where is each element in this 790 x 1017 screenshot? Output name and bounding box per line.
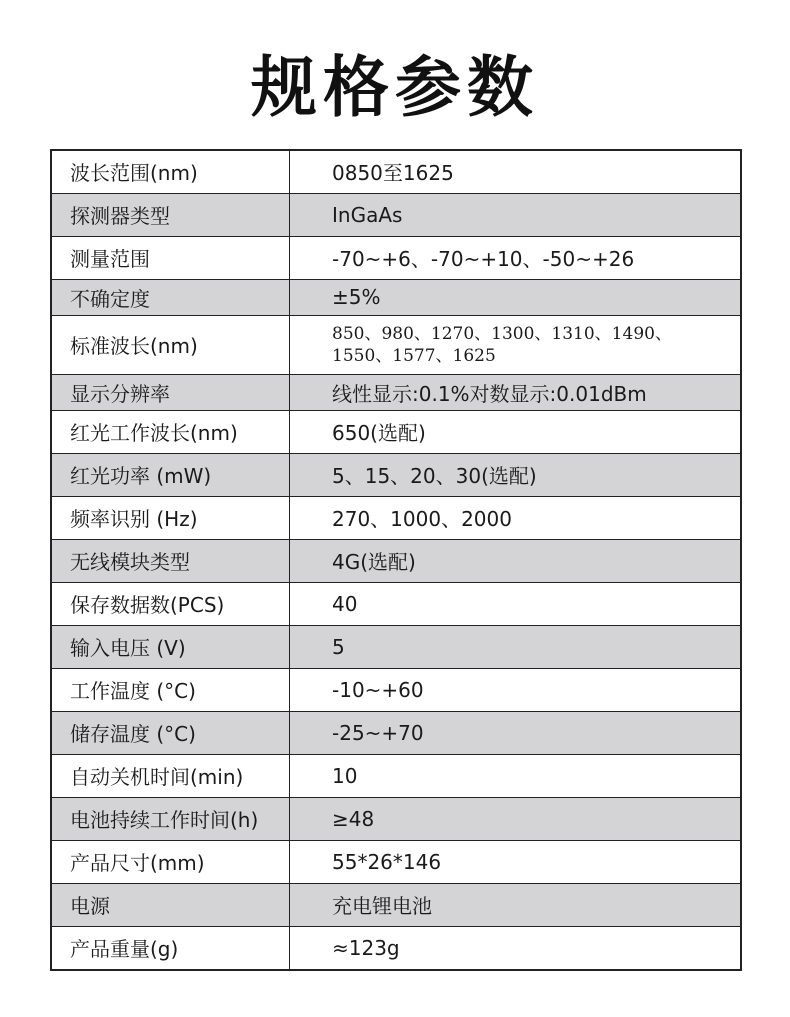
table-row [51,539,741,582]
row-value: 650(选配) [290,410,742,453]
table-row [51,193,741,236]
row-label: 电池持续工作时间(h) [51,797,290,840]
row-label: 显示分辨率 [51,374,290,410]
table-row [51,315,741,374]
row-value [290,315,742,374]
row-value: 线性显示:0.1%对数显示:0.01dBm [290,374,742,410]
row-label: 标准波长(nm) [51,315,290,374]
row-label: 不确定度 [51,279,290,315]
row-value: 5 [290,625,742,668]
table-row [51,496,741,539]
table-row [51,374,741,410]
row-label: 储存温度 (°C) [51,711,290,754]
table-row [51,797,741,840]
row-value-line: 850、980、1270、1300、1310、1490、 [332,323,672,344]
table-row [51,582,741,625]
row-label: 产品重量(g) [51,926,290,970]
row-label: 自动关机时间(min) [51,754,290,797]
row-label: 波长范围(nm) [51,150,290,193]
table-row [51,711,741,754]
table-row [51,883,741,926]
row-value: 5、15、20、30(选配) [290,453,742,496]
row-label: 电源 [51,883,290,926]
row-label: 工作温度 (°C) [51,668,290,711]
row-value: 4G(选配) [290,539,742,582]
row-label: 产品尺寸(mm) [51,840,290,883]
table-row [51,236,741,279]
row-value: 40 [290,582,742,625]
table-row [51,410,741,453]
table-row [51,150,741,193]
spec-table [50,149,742,971]
row-value: -70~+6、-70~+10、-50~+26 [290,236,742,279]
row-label: 频率识别 (Hz) [51,496,290,539]
row-value: 充电锂电池 [290,883,742,926]
row-value: -10~+60 [290,668,742,711]
row-value: ≈123g [290,926,742,970]
table-row [51,453,741,496]
row-label: 保存数据数(PCS) [51,582,290,625]
row-label: 红光工作波长(nm) [51,410,290,453]
row-value: 10 [290,754,742,797]
row-label: 输入电压 (V) [51,625,290,668]
table-row [51,754,741,797]
row-value: 55*26*146 [290,840,742,883]
table-row [51,926,741,970]
row-label: 无线模块类型 [51,539,290,582]
row-value-line: 1550、1577、1625 [332,345,496,366]
row-value: InGaAs [290,193,742,236]
row-value: ≥48 [290,797,742,840]
row-value: 270、1000、2000 [290,496,742,539]
row-label: 探测器类型 [51,193,290,236]
row-value: -25~+70 [290,711,742,754]
table-row [51,840,741,883]
row-label: 红光功率 (mW) [51,453,290,496]
table-row [51,279,741,315]
row-value: ±5% [290,279,742,315]
page-title: 规格参数 [251,49,539,126]
row-label: 测量范围 [51,236,290,279]
table-row [51,625,741,668]
table-row [51,668,741,711]
row-value: 0850至1625 [290,150,742,193]
